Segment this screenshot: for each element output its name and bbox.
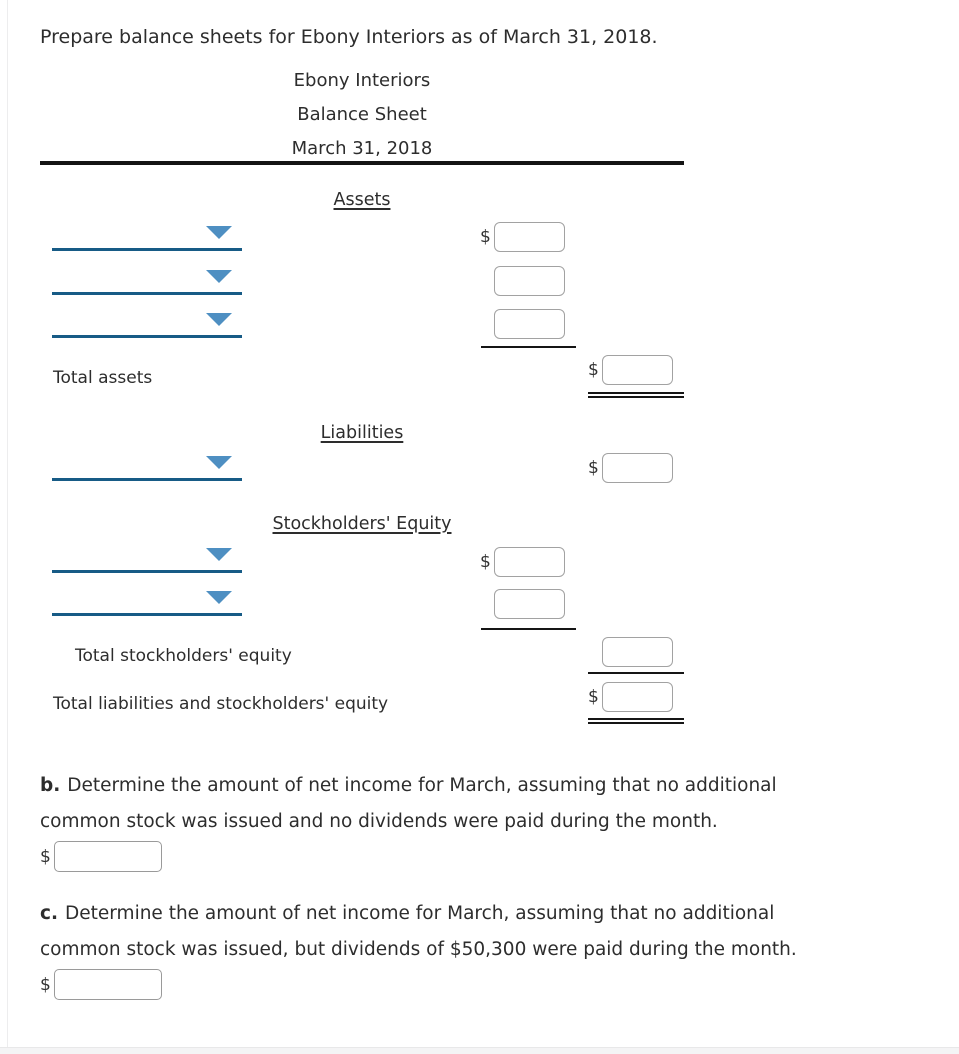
part-c-text-line2: common stock was issued, but dividends of $50,300 were paid during the month. (40, 939, 797, 960)
dropdown-underline (52, 570, 242, 573)
total-liabilities-equity-label: Total liabilities and stockholders' equity (53, 694, 389, 714)
chevron-down-icon (206, 270, 232, 283)
part-c-amount-input[interactable] (54, 969, 162, 1000)
chevron-down-icon (206, 548, 232, 561)
dollar-sign: $ (40, 974, 51, 995)
asset-amount-row-3 (494, 309, 565, 339)
equity-account-dropdown-1[interactable] (52, 548, 242, 573)
part-b-answer-row (40, 841, 162, 872)
equity-amount-row-2 (494, 589, 565, 619)
total-assets-row (588, 355, 673, 385)
statement-title: Balance Sheet (297, 104, 427, 125)
total-equity-row (602, 637, 673, 667)
liabilities-section-header: Liabilities (320, 423, 404, 443)
left-edge-line (7, 0, 8, 1054)
liability-amount-input-1[interactable] (602, 453, 673, 483)
total-liabilities-equity-row (588, 682, 673, 712)
asset-account-dropdown-2[interactable] (52, 270, 242, 295)
dropdown-underline (52, 478, 242, 481)
instruction-text: Prepare balance sheets for Ebony Interiors as of March 31, 2018. (40, 26, 658, 48)
chevron-down-icon (206, 226, 232, 239)
chevron-down-icon (206, 313, 232, 326)
total-liabilities-equity-input[interactable] (602, 682, 673, 712)
assets-section-header: Assets (333, 190, 391, 210)
asset-account-dropdown-1[interactable] (52, 226, 242, 251)
subtotal-rule (481, 628, 576, 630)
liability-amount-row-1 (588, 453, 673, 483)
part-b-label: b. (40, 775, 61, 796)
part-b-text-line1: Determine the amount of net income for March, assuming that no additional (67, 775, 777, 796)
asset-amount-input-2[interactable] (494, 266, 565, 296)
dropdown-underline (52, 335, 242, 338)
dropdown-underline (52, 613, 242, 616)
equity-amount-row-1 (480, 547, 565, 577)
part-c-label: c. (40, 903, 58, 924)
asset-amount-row-2 (494, 266, 565, 296)
dollar-sign: $ (480, 227, 491, 247)
equity-account-dropdown-2[interactable] (52, 591, 242, 616)
asset-account-dropdown-3[interactable] (52, 313, 242, 338)
asset-amount-row-1 (480, 222, 565, 252)
part-b-question (40, 768, 777, 840)
total-equity-input[interactable] (602, 637, 673, 667)
grand-total-rule-double (588, 718, 684, 724)
statement-top-rule (40, 161, 684, 165)
dollar-sign: $ (588, 687, 599, 707)
dollar-sign: $ (588, 360, 599, 380)
part-b-amount-input[interactable] (54, 841, 162, 872)
dollar-sign: $ (40, 846, 51, 867)
part-b-text-line2: common stock was issued and no dividends were paid during the month. (40, 811, 718, 832)
equity-amount-input-2[interactable] (494, 589, 565, 619)
part-c-text-line1: Determine the amount of net income for March, assuming that no additional (65, 903, 775, 924)
part-c-question (40, 896, 797, 968)
total-equity-label: Total stockholders' equity (75, 646, 292, 666)
dollar-sign: $ (480, 552, 491, 572)
grand-total-rule-double (588, 392, 684, 398)
chevron-down-icon (206, 591, 232, 604)
statement-date: March 31, 2018 (291, 138, 433, 159)
subtotal-rule (588, 672, 684, 674)
equity-amount-input-1[interactable] (494, 547, 565, 577)
asset-amount-input-3[interactable] (494, 309, 565, 339)
dropdown-underline (52, 248, 242, 251)
dollar-sign: $ (588, 458, 599, 478)
equity-section-header: Stockholders' Equity (272, 514, 452, 534)
page-bottom-strip (0, 1047, 959, 1054)
total-assets-input[interactable] (602, 355, 673, 385)
company-name: Ebony Interiors (293, 70, 431, 91)
chevron-down-icon (206, 456, 232, 469)
liability-account-dropdown-1[interactable] (52, 456, 242, 481)
total-assets-label: Total assets (53, 368, 153, 388)
part-c-answer-row (40, 969, 162, 1000)
subtotal-rule (481, 346, 576, 348)
dropdown-underline (52, 292, 242, 295)
asset-amount-input-1[interactable] (494, 222, 565, 252)
